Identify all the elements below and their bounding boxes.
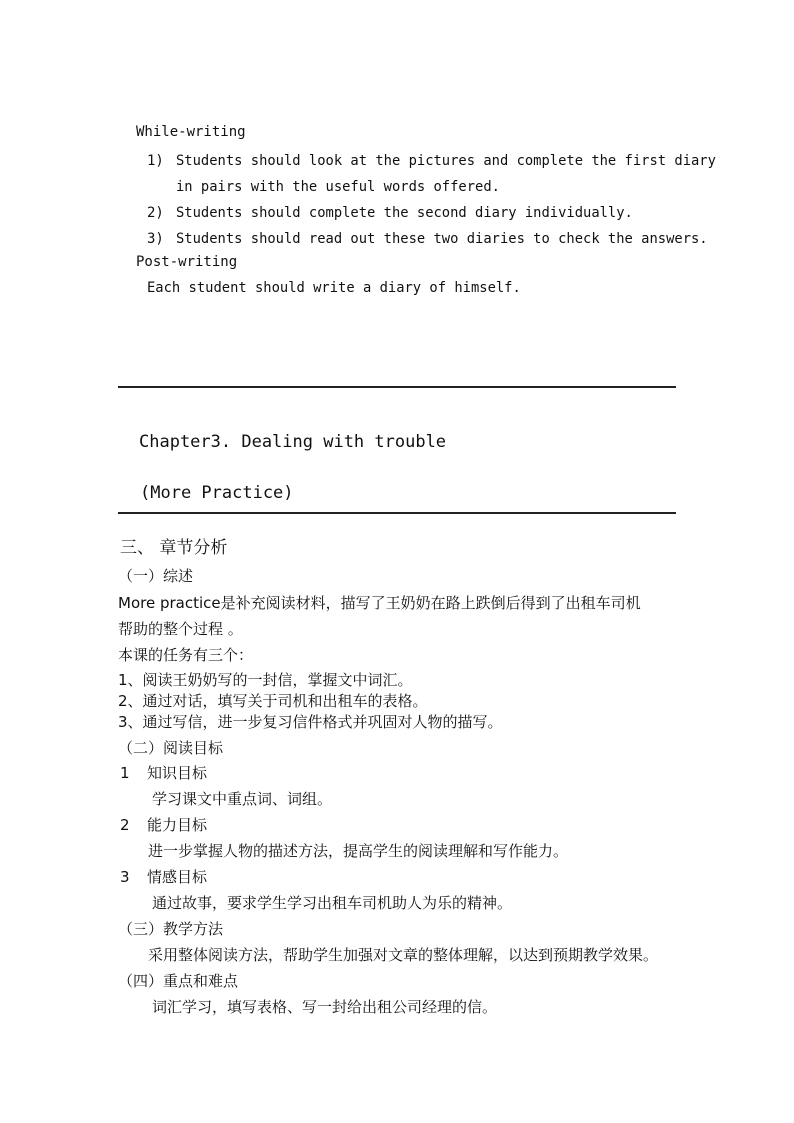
goal-3-title: 情感目标 (147, 868, 208, 886)
item-3-number: 3) (147, 231, 164, 247)
goal-2-text: 进一步掌握人物的描述方法，提高学生的阅读理解和写作能力。 (148, 842, 569, 860)
goal-1-title: 知识目标 (147, 764, 208, 782)
chapter-title: Chapter3. Dealing with trouble (139, 432, 447, 452)
task-1: 1、阅读王奶奶写的一封信，掌握文中词汇。 (118, 671, 413, 689)
method-heading: （三）教学方法 (118, 920, 224, 938)
goal-3-number: 3 (120, 868, 130, 886)
divider-bottom (118, 512, 676, 514)
goal-1-number: 1 (120, 764, 130, 782)
tasks-intro: 本课的任务有三个： (118, 646, 254, 664)
item-1-number: 1) (147, 153, 164, 169)
item-1-line-2: in pairs with the useful words offered. (176, 179, 500, 195)
goal-3-text: 通过故事，要求学生学习出租车司机助人为乐的精神。 (152, 894, 513, 912)
goal-2-title: 能力目标 (147, 816, 208, 834)
task-3: 3、通过写信，进一步复习信件格式并巩固对人物的描写。 (118, 713, 503, 731)
divider-top (118, 386, 676, 388)
goal-1-text: 学习课文中重点词、词组。 (152, 790, 333, 808)
overview-line-1: More practice是补充阅读材料，描写了王奶奶在路上跌倒后得到了出租车司机 (118, 594, 641, 612)
item-2-number: 2) (147, 205, 164, 221)
post-writing-text: Each student should write a diary of himself. (147, 280, 521, 296)
focus-heading: （四）重点和难点 (118, 972, 239, 990)
item-2-text: Students should complete the second diary individually. (176, 205, 633, 221)
item-1-line-1: Students should look at the pictures and complete the first diary (176, 153, 716, 169)
focus-text: 词汇学习，填写表格、写一封给出租公司经理的信。 (152, 998, 498, 1016)
section-heading: 三、 章节分析 (120, 538, 228, 558)
method-text: 采用整体阅读方法，帮助学生加强对文章的整体理解，以达到预期教学效果。 (148, 946, 659, 964)
item-3-text: Students should read out these two diaries to check the answers. (176, 231, 708, 247)
overview-line-2: 帮助的整个过程 。 (118, 620, 243, 638)
goal-2-number: 2 (120, 816, 130, 834)
task-2: 2、通过对话，填写关于司机和出租车的表格。 (118, 692, 428, 710)
chapter-subtitle: (More Practice) (140, 483, 294, 503)
post-writing-heading: Post-writing (136, 254, 238, 270)
while-writing-heading: While-writing (136, 124, 246, 140)
overview-heading: （一）综述 (118, 567, 194, 585)
goals-heading: （二）阅读目标 (118, 739, 224, 757)
